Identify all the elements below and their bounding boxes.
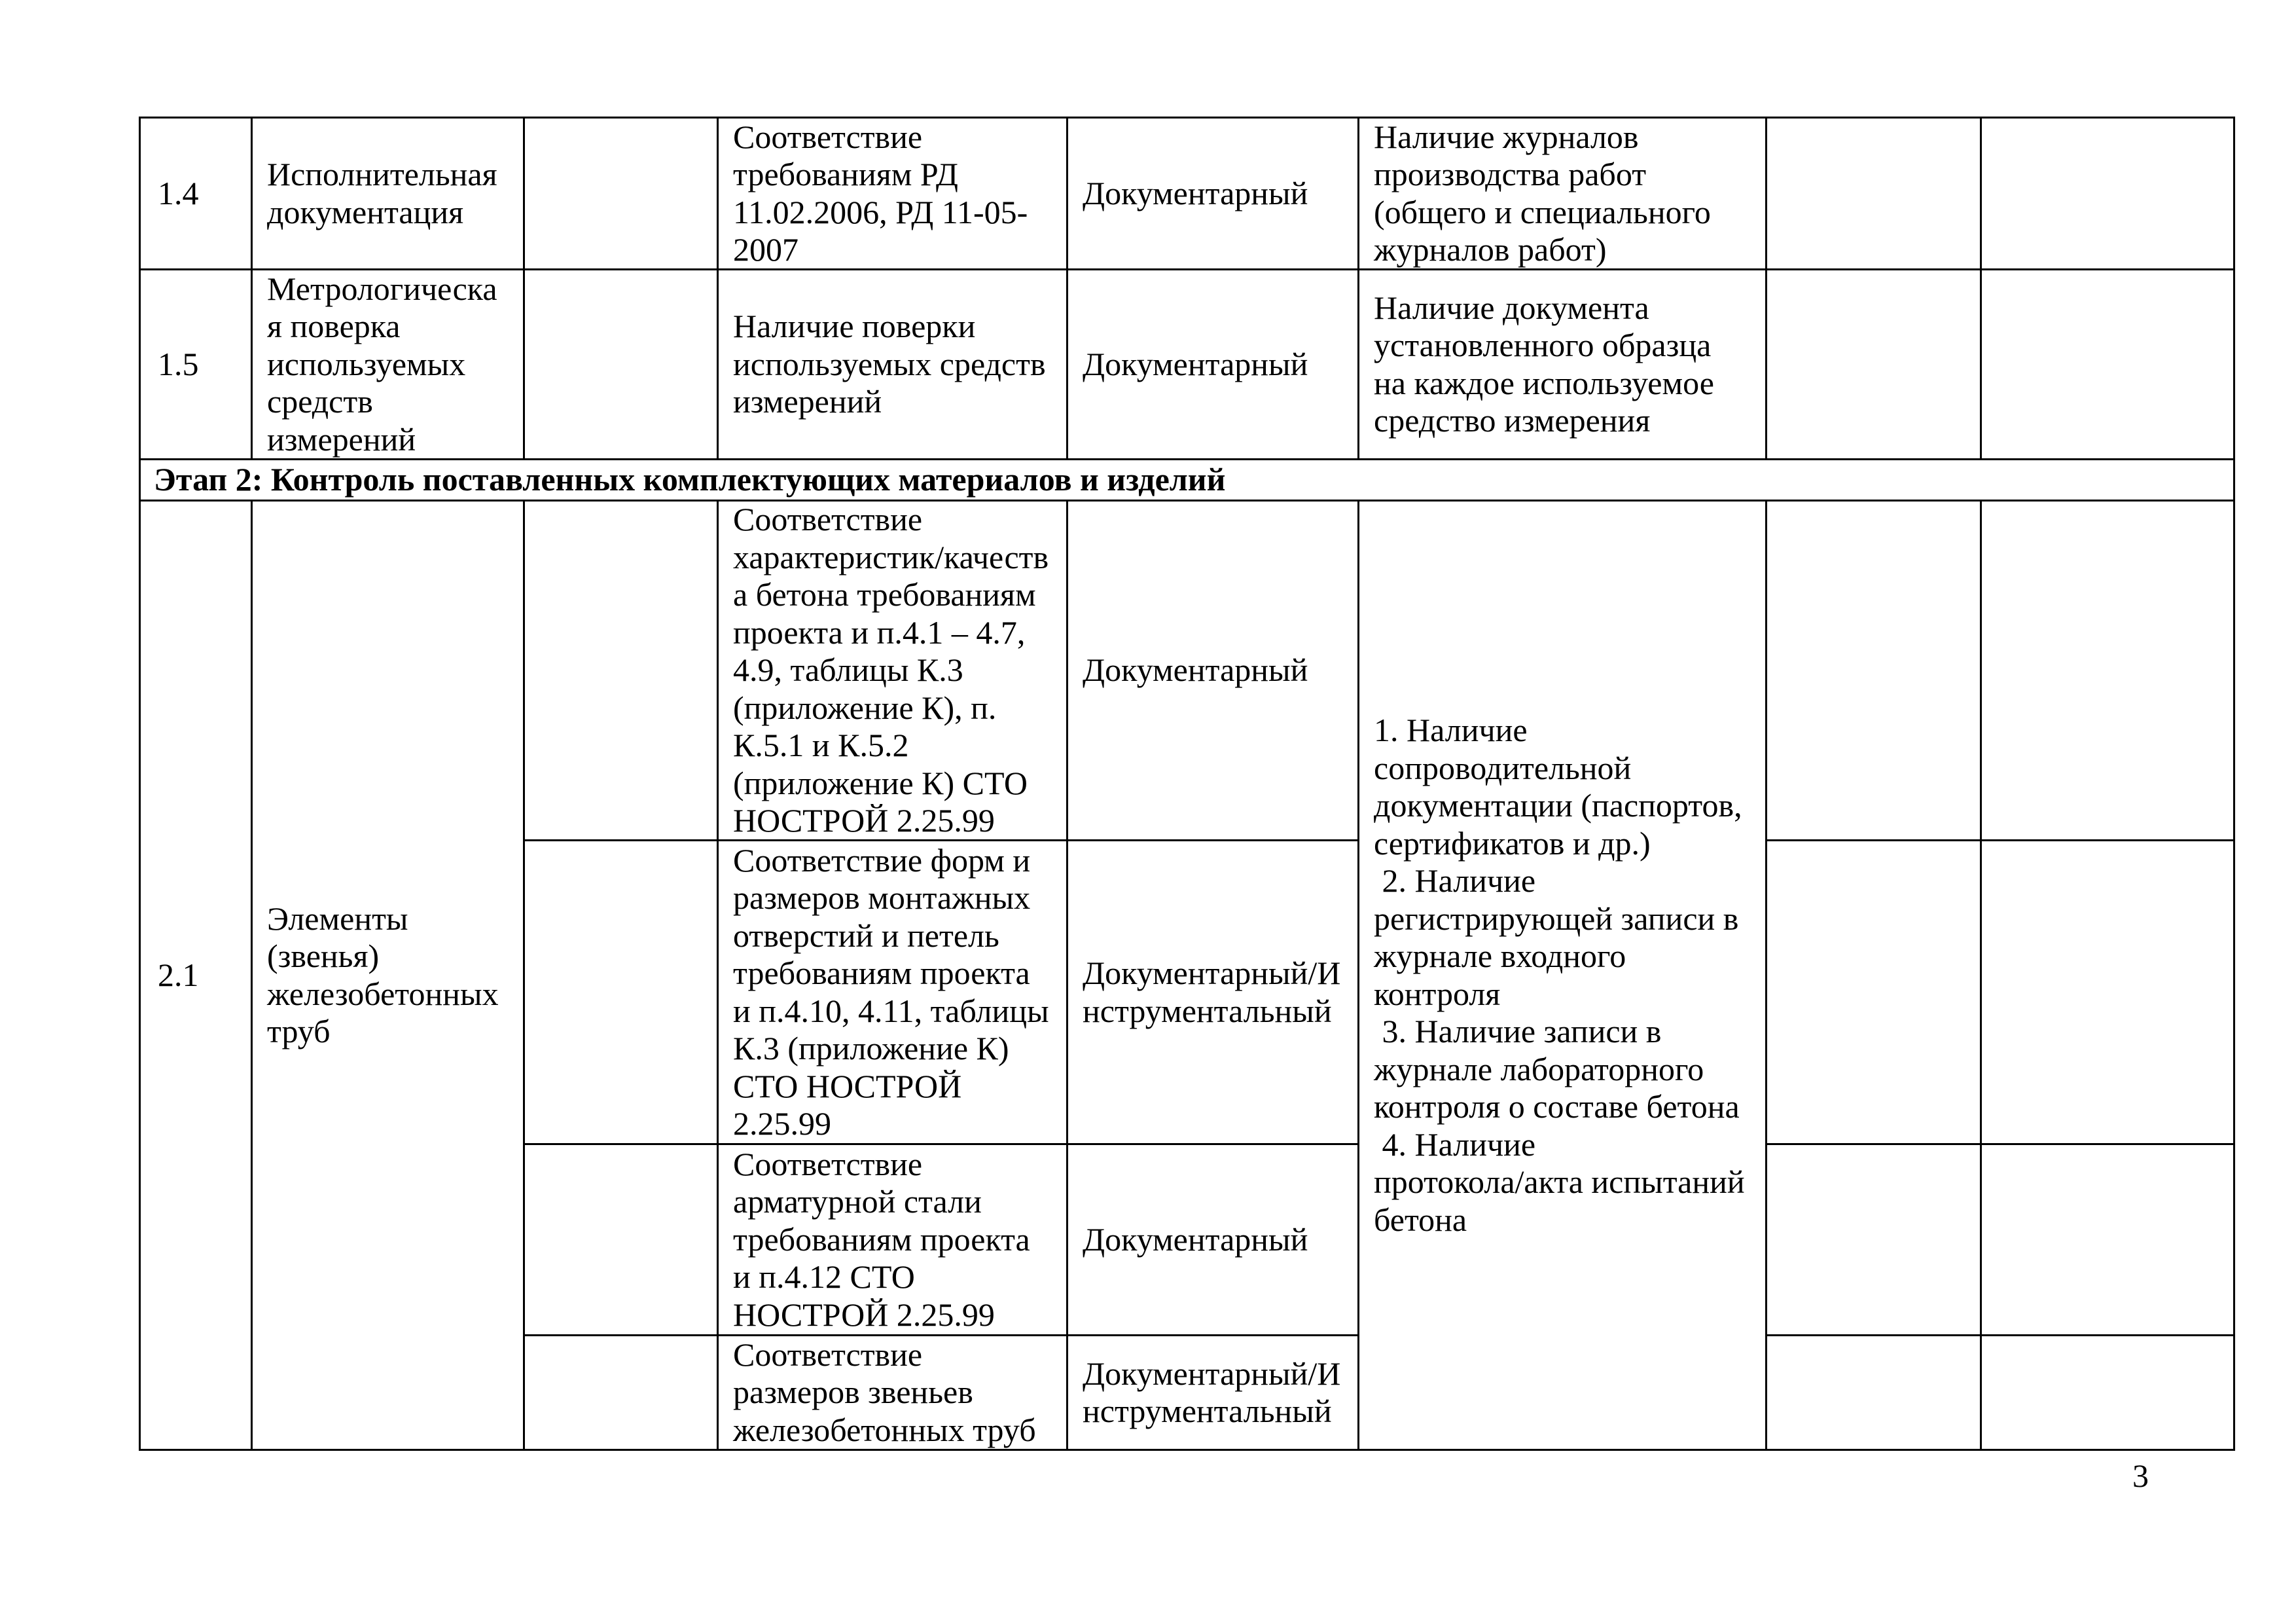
criterion-cell: Соответствие форм и размеров монтажных отверстий и петель требованиям проекта и п.4.10, 4.11, таблицы К.3 (приложение К) СТО НОСТРОЙ 2.25.99: [719, 841, 1068, 1145]
empty-cell: [525, 1145, 719, 1336]
result-cell: Наличие журналов производства работ (общего и специального журналов работ): [1359, 119, 1767, 270]
method-cell: Документарный: [1068, 270, 1359, 460]
control-object-cell: Метрологическа я поверка используемых средств измерений: [253, 270, 525, 460]
result-cell: 1. Наличие сопроводительной документации (паспортов, сертификатов и др.) 2. Наличие регистрирующей записи в журнале входного контроля 3. Наличие записи в журнале лабораторного контроля о составе бетона 4. Наличие протокола/акта испытаний бетона: [1359, 501, 1767, 1451]
empty-cell: [525, 1336, 719, 1451]
row-number-cell: 1.4: [141, 119, 253, 270]
empty-cell: [1982, 270, 2235, 460]
empty-cell: [1767, 119, 1982, 270]
empty-cell: [525, 119, 719, 270]
criterion-cell: Наличие поверки используемых средств измерений: [719, 270, 1068, 460]
empty-cell: [1982, 119, 2235, 270]
method-cell: Документарный: [1068, 501, 1359, 841]
method-cell: Документарный: [1068, 1145, 1359, 1336]
inspection-table: [139, 117, 2235, 1451]
empty-cell: [1982, 501, 2235, 841]
empty-cell: [1982, 1336, 2235, 1451]
empty-cell: [1767, 501, 1982, 841]
empty-cell: [1982, 1145, 2235, 1336]
page-number: 3: [2132, 1457, 2149, 1494]
criterion-cell: Соответствие арматурной стали требованиям проекта и п.4.12 СТО НОСТРОЙ 2.25.99: [719, 1145, 1068, 1336]
control-object-cell: Исполнительная документация: [253, 119, 525, 270]
empty-cell: [525, 501, 719, 841]
criterion-cell: Соответствие размеров звеньев железобетонных труб: [719, 1336, 1068, 1451]
criterion-cell: Соответствие требованиям РД 11.02.2006, РД 11-05- 2007: [719, 119, 1068, 270]
control-object-cell: Элементы (звенья) железобетонных труб: [253, 501, 525, 1451]
empty-cell: [1767, 270, 1982, 460]
method-cell: Документарный/И нструментальный: [1068, 841, 1359, 1145]
criterion-cell: Соответствие характеристик/качеств а бетона требованиям проекта и п.4.1 – 4.7, 4.9, таблицы К.3 (приложение К), п. К.5.1 и К.5.2 (приложение К) СТО НОСТРОЙ 2.25.99: [719, 501, 1068, 841]
empty-cell: [525, 270, 719, 460]
row-number-cell: 1.5: [141, 270, 253, 460]
empty-cell: [525, 841, 719, 1145]
stage-header: Этап 2: Контроль поставленных комплектующих материалов и изделий: [141, 460, 2235, 501]
empty-cell: [1767, 1145, 1982, 1336]
empty-cell: [1767, 1336, 1982, 1451]
empty-cell: [1982, 841, 2235, 1145]
row-number-cell: 2.1: [141, 501, 253, 1451]
empty-cell: [1767, 841, 1982, 1145]
method-cell: Документарный: [1068, 119, 1359, 270]
result-cell: Наличие документа установленного образца на каждое используемое средство измерения: [1359, 270, 1767, 460]
method-cell: Документарный/И нструментальный: [1068, 1336, 1359, 1451]
